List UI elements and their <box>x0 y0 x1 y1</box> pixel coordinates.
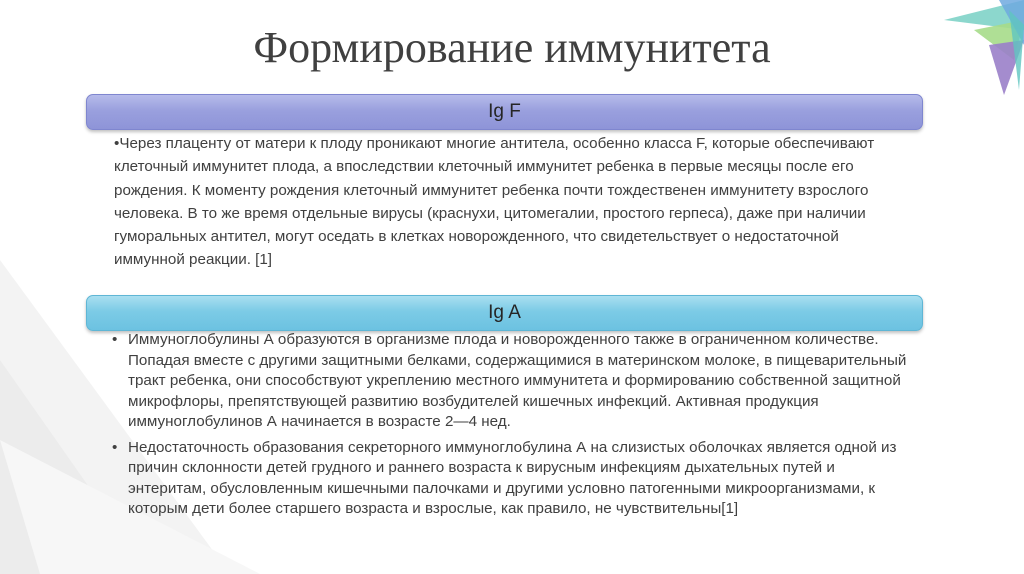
ig-a-bullet-list <box>112 330 912 525</box>
list-item <box>112 438 912 520</box>
list-item-text: Недостаточность образования секреторного иммуноглобулина А на слизистых оболочках является одной из причин склонности детей грудного и раннего возраста к вирусным инфекциям дыхательных путей и энтеритам, обусловленным кишечными палочками и другими условно патогенными микроорганизмами, к которым дети более старшего возраста и взрослые, как правило, не чувствительны[1] <box>128 438 897 517</box>
section-header-ig-f <box>86 94 923 130</box>
bullet-icon: • <box>112 331 118 348</box>
section-header-label: Ig F <box>488 101 521 122</box>
slide-title: Формирование иммунитета <box>253 23 771 72</box>
ig-f-paragraph: •Через плаценту от матери к плоду проникают многие антитела, особенно класса F, которые обеспечивают клеточный иммунитет плода, а впоследствии клеточный иммунитет ребенка в первые месяцы после его рождения. К моменту рождения клеточный иммунитет ребенка почти тождественен иммунитету взрослого человека. В то же время отдельные вирусы (краснухи, цитомегалии, простого герпеса), даже при наличии гуморальных антител, могут оседать в клетках новорожденного, что свидетельствует о недостаточной иммунной реакции. [1] <box>114 135 875 269</box>
bullet-icon: • <box>112 438 118 456</box>
list-item <box>112 330 912 433</box>
section-header-ig-a <box>86 295 923 331</box>
section-header-label: Ig A <box>488 302 521 323</box>
list-item-text: Иммуноглобулины А образуются в организме плода и новорожденного также в ограниченном количестве. Попадая вместе с другими защитными белками, содержащимися в материнском молоке, в пищеварительный тракт ребенка, они способствуют укреплению местного иммунитета и формированию собственной защитной микрофлоры, препятствующей развитию возбудителей кишечных инфекций. Активная продукция иммуноглобулинов А начинается в возрасте 2—4 нед. <box>128 331 907 430</box>
